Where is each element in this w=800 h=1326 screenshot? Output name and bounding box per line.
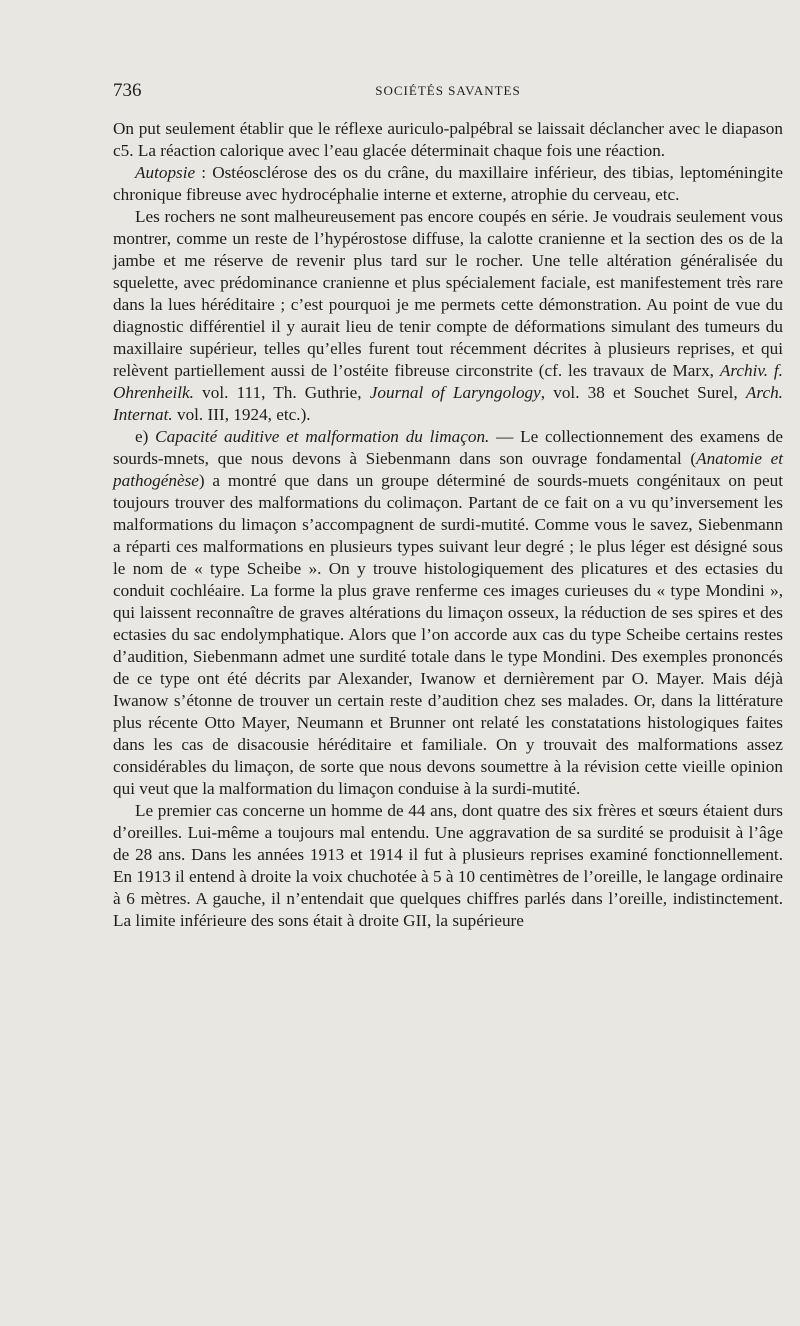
paragraph-autopsy (113, 162, 783, 206)
text-run: , vol. 38 et Souchet Surel, (540, 383, 746, 402)
paragraph-premier-cas: Le premier cas concerne un homme de 44 ans, dont quatre des six frères et sœurs étaient durs d’oreilles. Lui-même a toujours mal entendu. Une aggravation de sa surdité se produisit à l’âge de 28 ans. Dans les années 1913 et 1914 il fut à plusieurs reprises examiné fonctionnellement. En 1913 il entend à droite la voix chuchotée à 5 à 10 centimètres de l’oreille, le langage ordinaire à 6 mètres. A gauche, il n’entendait que quelques chiffres parlés dans l’oreille, indistinctement. La limite inférieure des sons était à droite GII, la supérieure (113, 801, 783, 930)
paragraph-rochers (113, 206, 783, 426)
text-run: ) a montré que dans un groupe déterminé de sourds-muets congénitaux on peut toujours trouver des malformations du colimaçon. Partant de ce fait on a vu qu’inversement les malformations du limaçon s’accompagnent de surdi-mutité. Comme vous le savez, Siebenmann a réparti ces malformations en plusieurs types suivant leur degré ; le plus léger est désigné sous le nom de « type Scheibe ». On y trouve histologiquement des plicatures et des ectasies du conduit cochléaire. La forme la plus grave renferme ces images curieuses du « type Mondini », qui laissent reconnaître de graves altérations du limaçon osseux, la réduction de ses spires et des ectasies du sac endolymphatique. Alors que l’on accorde aux cas du type Scheibe certains restes d’audition, Siebenmann admet une surdité totale dans le type Mondini. Des exemples prononcés de ce type ont été décrits par Alexander, Iwanow et dernièrement par O. Mayer. Mais déjà Iwanow s’étonne de trouver un certain reste d’audition chez ses malades. Or, dans la littérature plus récente Otto Mayer, Neumann et Brunner ont relaté les constatations histologiques faites dans les cas de disacousie héréditaire et familiale. On y trouvait des malformations assez considérables du limaçon, de sorte que nous devons soumettre à la révision cette vieille opinion qui veut que la malformation du limaçon conduise à la surdi-mutité. (113, 471, 783, 798)
text-run: vol. 111, Th. Guthrie, (193, 383, 370, 402)
paragraph-capacite-auditive (113, 426, 783, 800)
page-number: 736 (113, 80, 142, 101)
section-letter: e) (135, 427, 156, 446)
paragraph-hearing-test: On put seulement établir que le réflexe auriculo-palpébral se laissait déclancher avec le diapason c5. La réaction calorique avec l’eau glacée déterminait chaque fois une réaction. (113, 119, 783, 160)
citation-title: Arch. Internat. (113, 383, 783, 424)
citation-title: Archiv. f. Ohrenheilk. (113, 361, 783, 402)
autopsy-text: : Ostéosclérose des os du crâne, du maxillaire inférieur, des tibias, leptoméningite chronique fibreuse avec hydrocéphalie interne et externe, atrophie du cerveau, etc. (113, 163, 783, 204)
text-run: — Le collectionnement des examens de sourds-mnets, que nous devons à Siebenmann dans son ouvrage fondamental ( (113, 427, 783, 468)
text-run: vol. III, 1924, etc.). (172, 405, 311, 424)
citation-title: Journal of Laryngology (369, 383, 541, 402)
text-run: Les rochers ne sont malheureusement pas encore coupés en série. Je voudrais seulement vous montrer, comme un reste de l’hypérostose diffuse, la calotte cranienne et la section des os de la jambe et me réserve de revenir plus tard sur le rocher. Une telle altération généralisée du squelette, avec prédominance cranienne et plus spécialement faciale, est manifestement très rare dans la lues héréditaire ; c’est pourquoi je me permets cette démonstration. Au point de vue du diagnostic différentiel il y aurait lieu de tenir compte de déformations simulant des tumeurs du maxillaire supérieur, telles qu’elles furent tout récemment décrites à plusieurs reprises, et qui relèvent partiellement aussi de l’ostéite fibreuse circonstrite (cf. les travaux de Marx, (113, 207, 783, 380)
body-text (113, 118, 783, 932)
page-header (113, 80, 783, 104)
autopsy-label: Autopsie (135, 163, 196, 182)
citation-title: Anatomie et pathogénèse (113, 449, 783, 490)
section-heading: Capacité auditive et malformation du limaçon. (155, 427, 490, 446)
running-head: SOCIÉTÉS SAVANTES (375, 83, 521, 98)
